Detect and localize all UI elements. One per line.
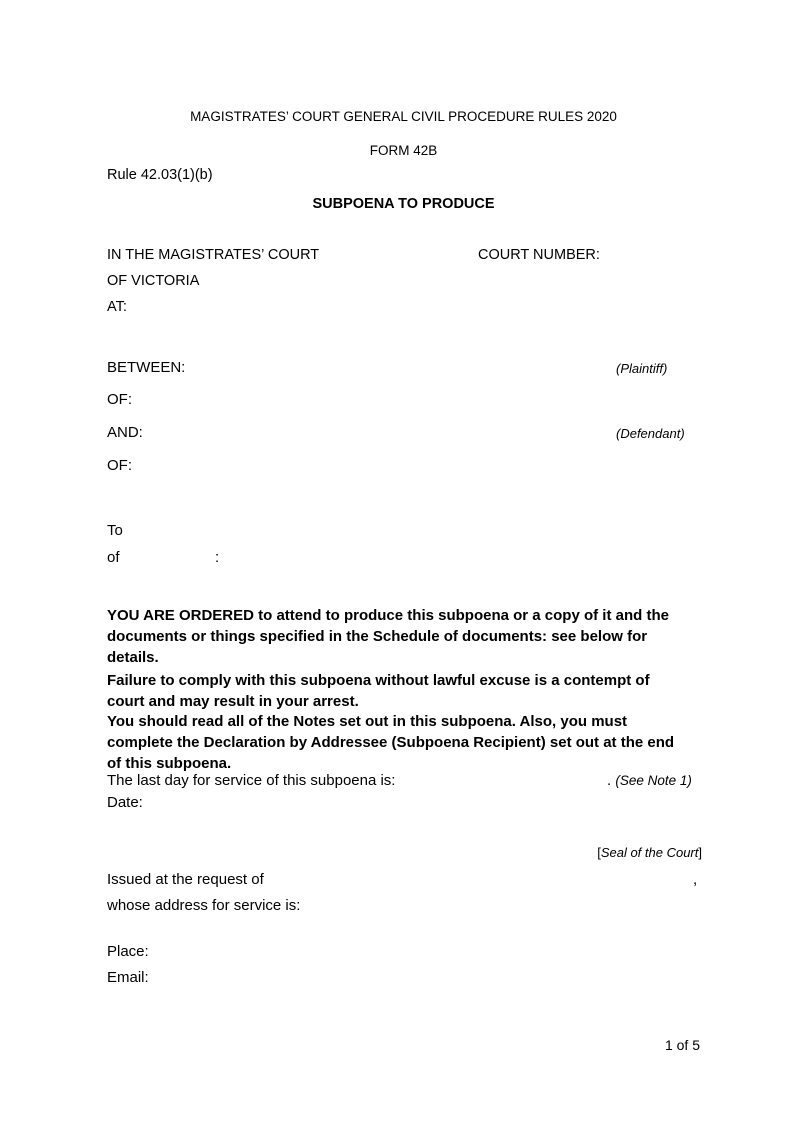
rule-reference: Rule 42.03(1)(b): [107, 167, 213, 183]
note-reference-text: (See Note 1): [615, 773, 692, 788]
notes-instruction-line: You should read all of the Notes set out in this subpoena. Also, you must: [107, 713, 628, 730]
note-period: .: [607, 772, 612, 789]
between-label: BETWEEN:: [107, 359, 186, 376]
rules-title: MAGISTRATES’ COURT GENERAL CIVIL PROCEDURE RULES 2020: [190, 109, 617, 124]
notes-instruction-line: of this subpoena.: [107, 755, 232, 772]
defendant-annotation: (Defendant): [616, 426, 685, 441]
issued-at-request-label: Issued at the request of: [107, 871, 264, 888]
of-defendant-label: OF:: [107, 457, 132, 474]
seal-open-bracket: [: [597, 845, 601, 860]
court-at-label: AT:: [107, 299, 127, 315]
document-title: SUBPOENA TO PRODUCE: [312, 196, 495, 212]
email-label: Email:: [107, 969, 149, 986]
notes-instruction-paragraph: [107, 711, 674, 774]
address-for-service-label: whose address for service is:: [107, 897, 301, 914]
order-paragraph-line: details.: [107, 649, 159, 666]
order-paragraph-line: YOU ARE ORDERED to attend to produce this subpoena or a copy of it and the: [107, 607, 669, 624]
addressee-of-label: of: [107, 549, 120, 566]
of-plaintiff-label: OF:: [107, 391, 132, 408]
court-number-label: COURT NUMBER:: [478, 247, 600, 263]
form-number: FORM 42B: [369, 143, 438, 158]
failure-warning-line: Failure to comply with this subpoena without lawful excuse is a contempt of: [107, 672, 650, 689]
court-name: IN THE MAGISTRATES’ COURT: [107, 247, 320, 263]
failure-warning-line: court and may result in your arrest.: [107, 693, 359, 710]
addressee-of-colon: :: [215, 549, 220, 566]
seal-of-the-court: [597, 845, 702, 860]
date-label: Date:: [107, 794, 143, 811]
last-day-of-service-label: The last day for service of this subpoena is:: [107, 772, 396, 789]
notes-instruction-line: complete the Declaration by Addressee (Subpoena Recipient) set out at the end: [107, 734, 675, 751]
court-state-line: OF VICTORIA: [107, 273, 200, 289]
order-paragraph-line: documents or things specified in the Schedule of documents: see below for: [107, 628, 648, 645]
seal-close-bracket: ]: [698, 845, 702, 860]
addressee-to-label: To: [107, 522, 123, 539]
and-label: AND:: [107, 424, 143, 441]
plaintiff-annotation: (Plaintiff): [616, 361, 668, 376]
page-number: 1 of 5: [664, 1037, 700, 1053]
failure-warning-paragraph: [107, 670, 650, 712]
see-note-reference: [607, 772, 692, 789]
order-paragraph: [107, 605, 669, 668]
issued-trailing-comma: ,: [693, 871, 698, 888]
place-label: Place:: [107, 943, 149, 960]
seal-text: Seal of the Court: [600, 845, 699, 860]
